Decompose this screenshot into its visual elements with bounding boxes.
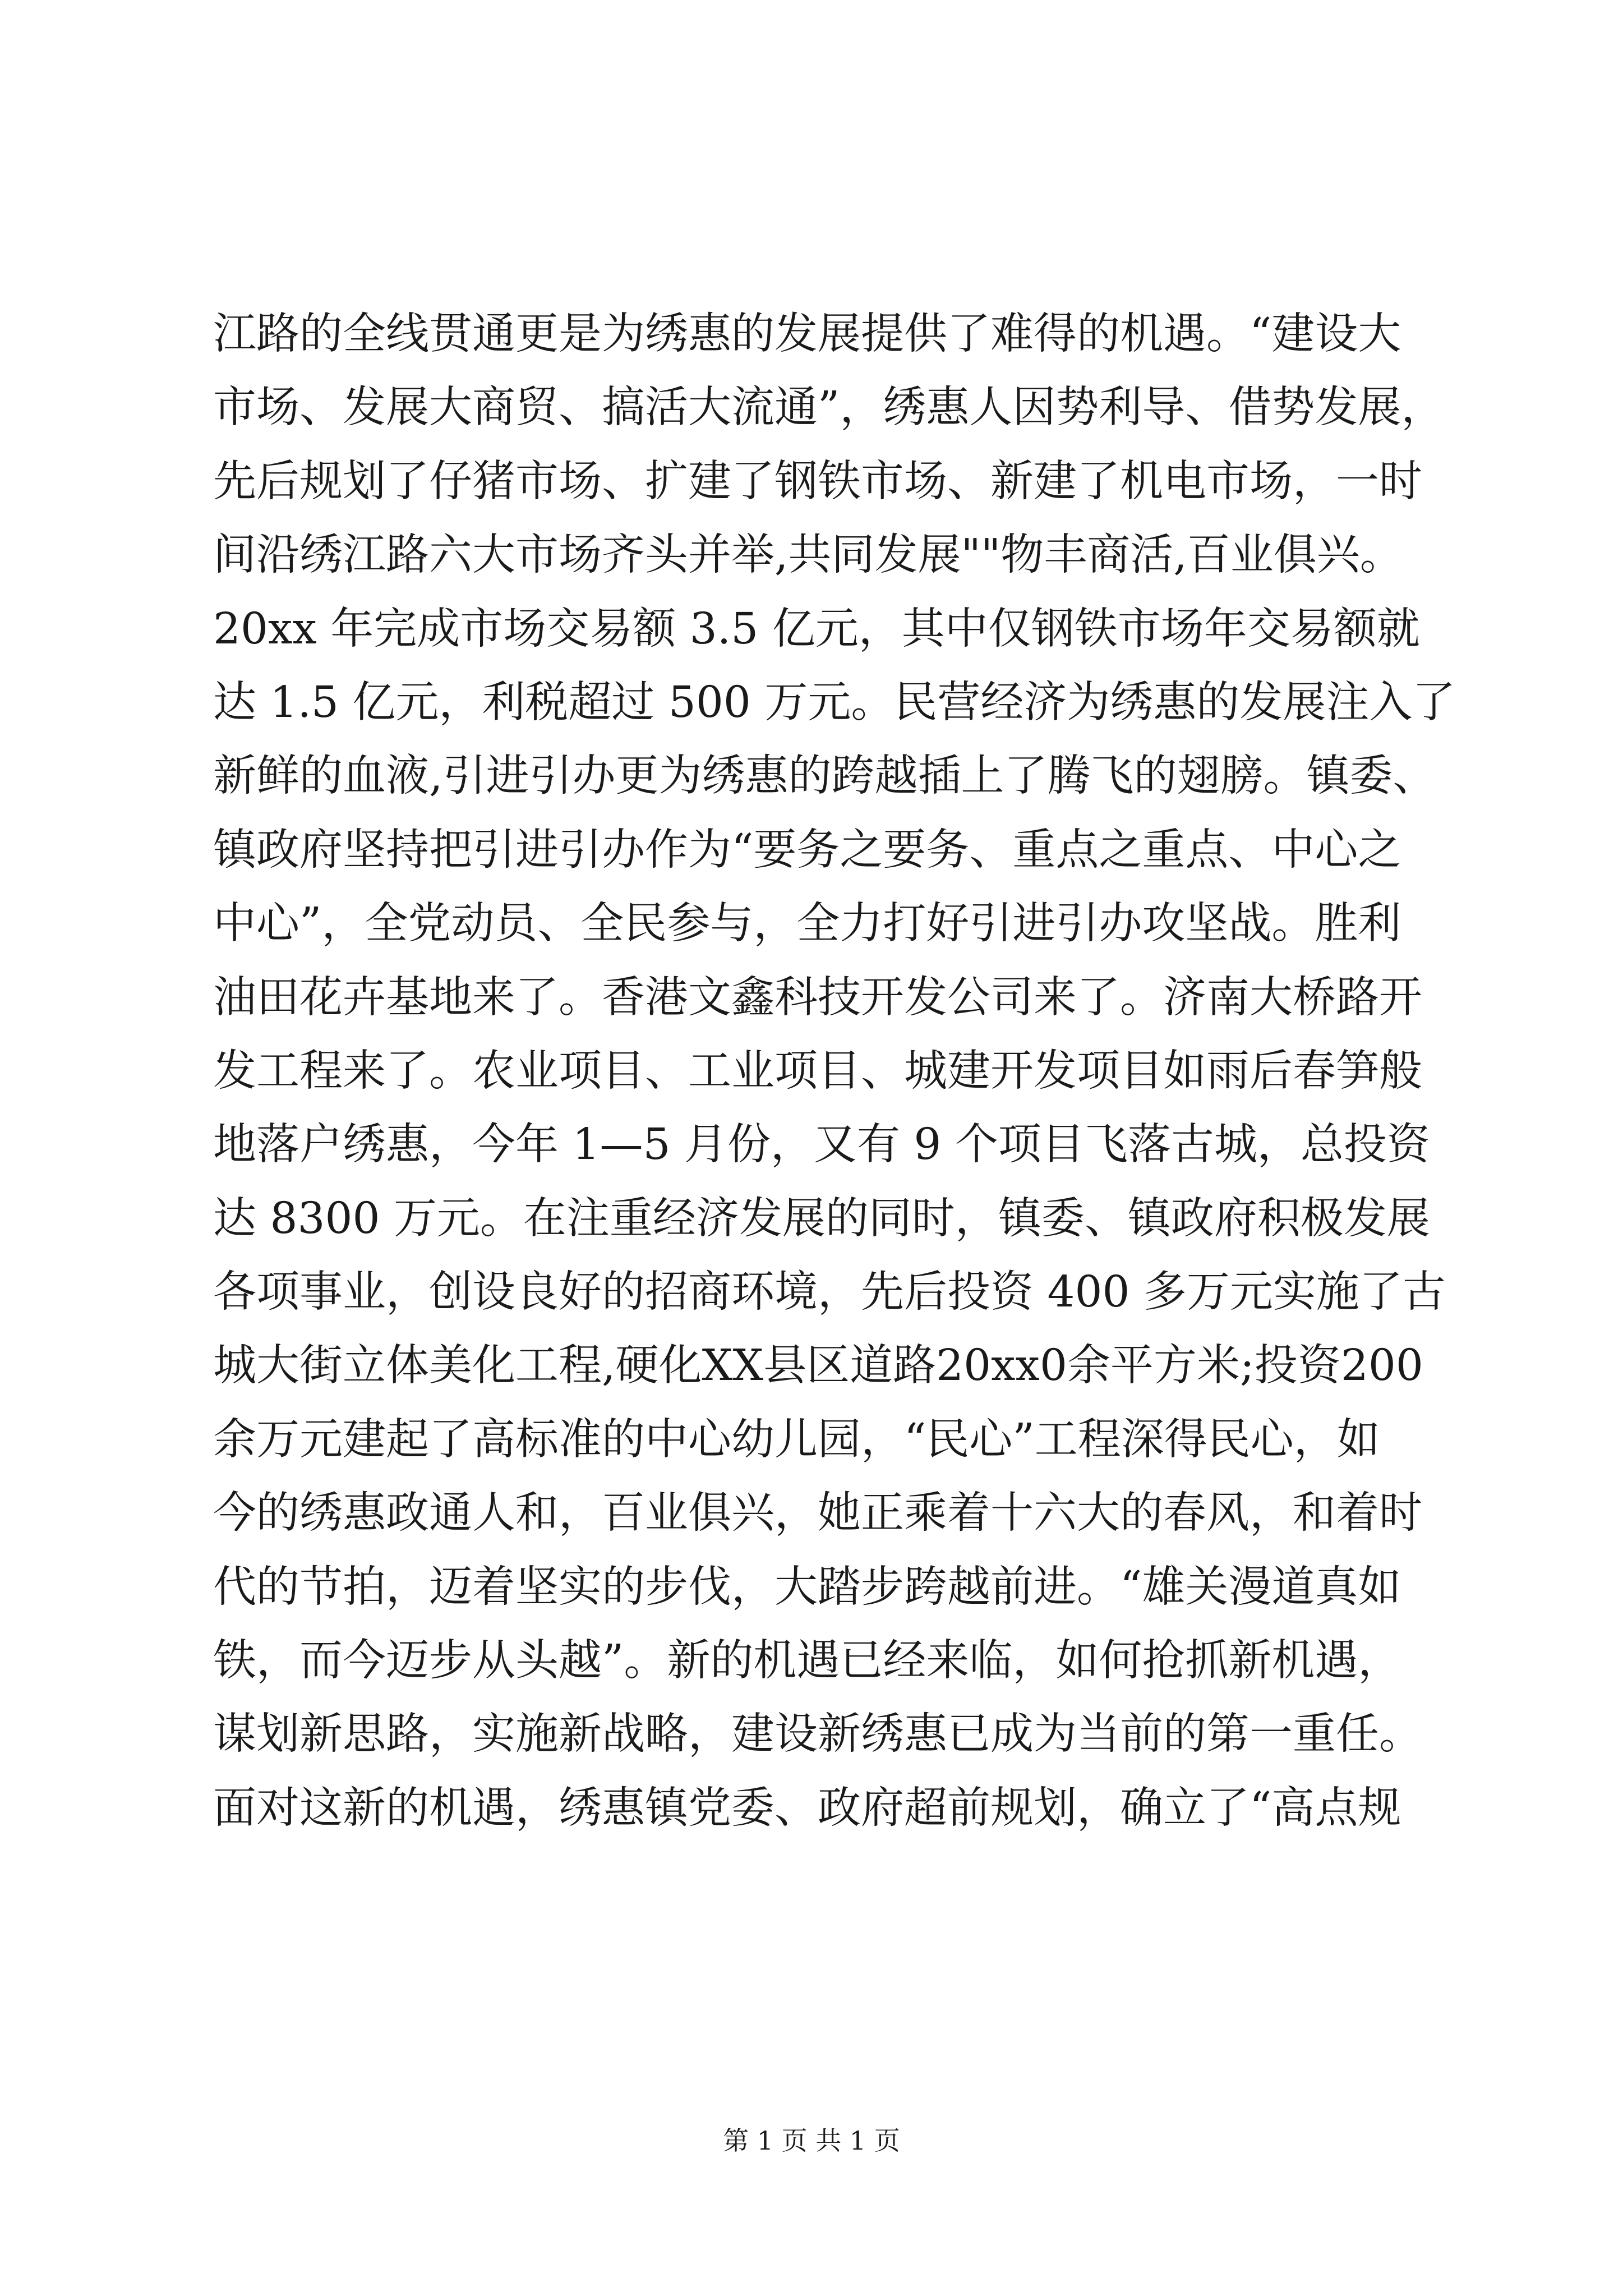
text-line: 中心”，全党动员、全民参与，全力打好引进引办攻坚战。胜利: [213, 899, 1401, 949]
text-line: 余万元建起了高标准的中心幼儿园，“民心”工程深得民心，如: [213, 1414, 1380, 1465]
text-line: 面对这新的机遇，绣惠镇党委、政府超前规划，确立了“高点规: [213, 1783, 1401, 1833]
text-line: 市场、发展大商贸、搞活大流通”，绣惠人因势利导、借势发展，: [213, 383, 1445, 433]
text-line: 新鲜的血液,引进引办更为绣惠的跨越插上了腾飞的翅膀。镇委、: [213, 751, 1436, 802]
text-line: 今的绣惠政通人和，百业俱兴，她正乘着十六大的春风，和着时: [213, 1488, 1422, 1539]
text-line: 达 8300 万元。在注重经济发展的同时，镇委、镇政府积极发展: [213, 1193, 1430, 1244]
text-line: 地落户绣惠，今年 1—5 月份，又有 9 个项目飞落古城，总投资: [213, 1120, 1430, 1170]
text-line: 达 1.5 亿元，利税超过 500 万元。民营经济为绣惠的发展注入了: [213, 677, 1456, 728]
text-line: 先后规划了仔猪市场、扩建了钢铁市场、新建了机电市场，一时: [213, 456, 1422, 507]
text-line: 间沿绣江路六大市场齐头并举,共同发展""物丰商活,百业俱兴。: [213, 530, 1403, 581]
text-line: 发工程来了。农业项目、工业项目、城建开发项目如雨后春笋般: [213, 1046, 1422, 1096]
text-line: 各项事业，创设良好的招商环境，先后投资 400 多万元实施了古: [213, 1267, 1446, 1318]
text-line: 城大街立体美化工程,硬化XX县区道路20xx0余平方米;投资200: [213, 1341, 1423, 1391]
text-line: 代的节拍，迈着坚实的步伐，大踏步跨越前进。“雄关漫道真如: [213, 1562, 1401, 1612]
body-text: [213, 297, 1456, 1845]
text-line: 江路的全线贯通更是为绣惠的发展提供了难得的机遇。“建设大: [213, 309, 1401, 359]
text-line: 油田花卉基地来了。香港文鑫科技开发公司来了。济南大桥路开: [213, 972, 1422, 1023]
text-line: 谋划新思路，实施新战略，建设新绣惠已成为当前的第一重任。: [213, 1709, 1422, 1760]
text-line: 镇政府坚持把引进引办作为“要务之要务、重点之重点、中心之: [213, 825, 1401, 875]
page-footer: 第 1 页 共 1 页: [723, 2125, 900, 2156]
text-line: 20xx 年完成市场交易额 3.5 亿元，其中仅钢铁市场年交易额就: [213, 604, 1420, 654]
text-line: 铁，而今迈步从头越”。新的机遇已经来临，如何抢抓新机遇，: [213, 1636, 1401, 1686]
